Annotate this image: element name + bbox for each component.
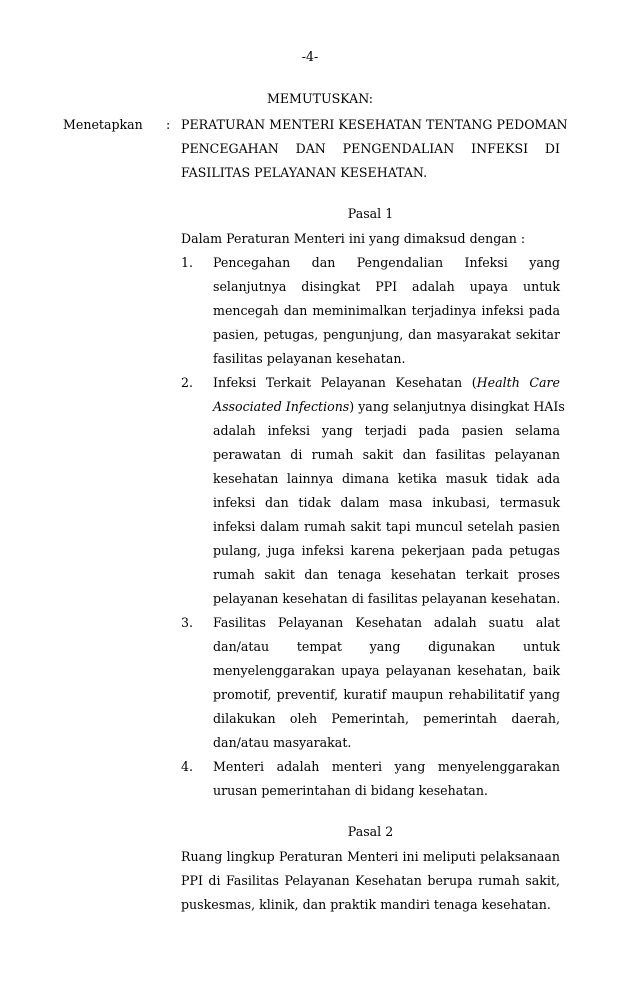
item-line: Fasilitas Pelayanan Kesehatan adalah suatu alat <box>213 615 560 630</box>
pasal-2-line: PPI di Fasilitas Pelayanan Kesehatan berupa rumah sakit, <box>181 873 560 888</box>
italic-term: Associated Infections <box>213 399 350 414</box>
item-number: 1. <box>181 255 194 270</box>
item-line: selanjutnya disingkat PPI adalah upaya untuk <box>213 279 560 294</box>
menetapkan-line: FASILITAS PELAYANAN KESEHATAN. <box>181 165 428 180</box>
item-line: dan/atau tempat yang digunakan untuk <box>213 639 560 654</box>
pasal-2-title: Pasal 2 <box>347 824 394 839</box>
pasal-2-line: Ruang lingkup Peraturan Menteri ini meliputi pelaksanaan <box>181 849 560 864</box>
pasal-1-title: Pasal 1 <box>347 206 394 221</box>
item-line: Associated Infections) yang selanjutnya disingkat HAIs <box>213 399 565 414</box>
italic-term: Health Care <box>476 375 561 390</box>
menetapkan-line: PENCEGAHAN DAN PENGENDALIAN INFEKSI DI <box>181 141 560 156</box>
item-line: pelayanan kesehatan di fasilitas pelayanan kesehatan. <box>213 591 561 606</box>
page-number: -4- <box>301 49 319 64</box>
menetapkan-label: Menetapkan <box>63 117 143 132</box>
pasal-2-line: puskesmas, klinik, dan praktik mandiri tenaga kesehatan. <box>181 897 551 912</box>
item-line: mencegah dan meminimalkan terjadinya infeksi pada <box>213 303 560 318</box>
item-line: Infeksi Terkait Pelayanan Kesehatan (Health Care <box>213 375 561 390</box>
item-line: promotif, preventif, kuratif maupun rehabilitatif yang <box>213 687 560 702</box>
pasal-1-intro: Dalam Peraturan Menteri ini yang dimaksud dengan : <box>181 231 526 246</box>
item-number: 4. <box>181 759 194 774</box>
menetapkan-line: PERATURAN MENTERI KESEHATAN TENTANG PEDOMAN <box>181 117 568 132</box>
item-line: infeksi dan tidak dalam masa inkubasi, termasuk <box>213 495 560 510</box>
item-line: fasilitas pelayanan kesehatan. <box>213 351 406 366</box>
decision-heading: MEMUTUSKAN: <box>266 91 374 106</box>
item-line: pasien, petugas, pengunjung, dan masyarakat sekitar <box>213 327 560 342</box>
item-line: dilakukan oleh Pemerintah, pemerintah daerah, <box>213 711 560 726</box>
item-line: Menteri adalah menteri yang menyelenggarakan <box>213 759 560 774</box>
item-number: 3. <box>181 615 194 630</box>
item-line: dan/atau masyarakat. <box>213 735 352 750</box>
menetapkan-colon: : <box>166 117 171 132</box>
item-line: kesehatan lainnya dimana ketika masuk tidak ada <box>213 471 560 486</box>
item-line: urusan pemerintahan di bidang kesehatan. <box>213 783 488 798</box>
item-line: pulang, juga infeksi karena pekerjaan pada petugas <box>213 543 560 558</box>
item-line: perawatan di rumah sakit dan fasilitas pelayanan <box>213 447 560 462</box>
item-line: adalah infeksi yang terjadi pada pasien selama <box>213 423 560 438</box>
item-number: 2. <box>181 375 194 390</box>
item-line: rumah sakit dan tenaga kesehatan terkait proses <box>213 567 560 582</box>
item-line: menyelenggarakan upaya pelayanan kesehatan, baik <box>213 663 560 678</box>
item-line: Pencegahan dan Pengendalian Infeksi yang <box>213 255 560 270</box>
item-line: infeksi dalam rumah sakit tapi muncul setelah pasien <box>213 519 560 534</box>
